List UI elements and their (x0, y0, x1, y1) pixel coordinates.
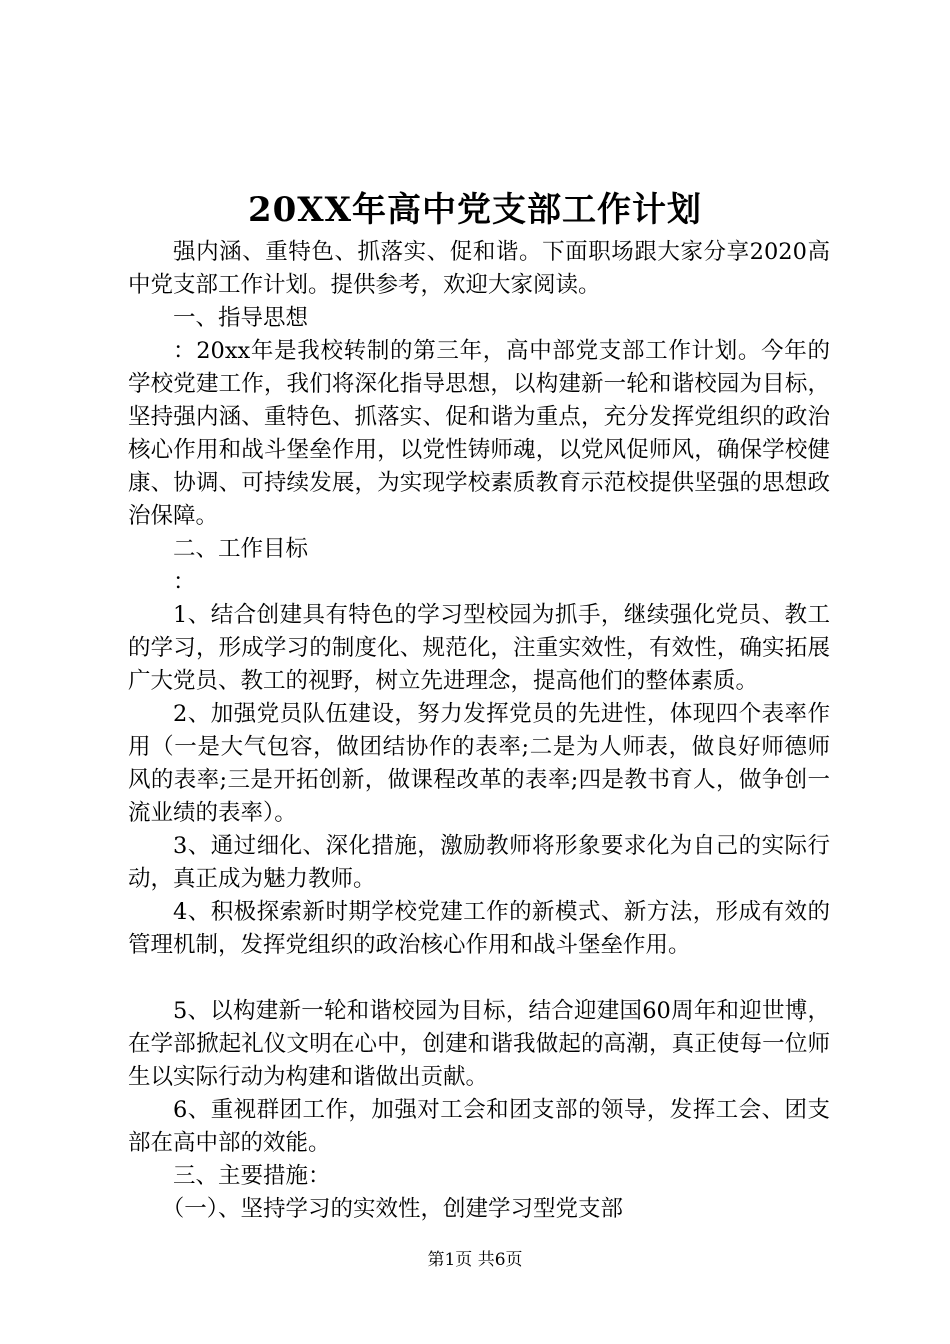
document-body (128, 236, 830, 1226)
goal-item-5: 5、以构建新一轮和谐校园为目标，结合迎建国60周年和迎世博，在学部掀起礼仪文明在心中，创建和谐我做起的高潮，真正使每一位师生以实际行动为构建和谐做出贡献。 (128, 998, 830, 1090)
goal-item-2: 2、加强党员队伍建设，努力发挥党员的先进性，体现四个表率作用（一是大气包容，做团结协作的表率;二是为人师表，做良好师德师风的表率;三是开拓创新，做课程改革的表率;四是教书育人，做争创一流业绩的表率）。 (128, 701, 830, 826)
section-heading-work-goals: 二、工作目标 (173, 536, 309, 562)
guiding-thought-paragraph: ：20xx年是我校转制的第三年，高中部党支部工作计划。今年的学校党建工作，我们将深化指导思想，以构建新一轮和谐校园为目标，坚持强内涵、重特色、抓落实、促和谐为重点，充分发挥党组织的政治核心作用和战斗堡垒作用，以党性铸师魂，以党风促师风，确保学校健康、协调、可持续发展，为实现学校素质教育示范校提供坚强的思想政治保障。 (128, 338, 830, 529)
document-title: 20XX年高中党支部工作计划 (247, 190, 703, 230)
intro-paragraph: 强内涵、重特色、抓落实、促和谐。下面职场跟大家分享2020高中党支部工作计划。提供参考，欢迎大家阅读。 (128, 239, 830, 298)
page-footer: 第1页 共6页 (427, 1250, 523, 1270)
goal-item-6: 6、重视群团工作，加强对工会和团支部的领导，发挥工会、团支部在高中部的效能。 (128, 1097, 830, 1156)
goal-item-4: 4、积极探索新时期学校党建工作的新模式、新方法，形成有效的管理机制，发挥党组织的政治核心作用和战斗堡垒作用。 (128, 899, 830, 958)
measure-subheading-1: （一）、坚持学习的实效性，创建学习型党支部 (161, 1196, 624, 1222)
goal-item-1: 1、结合创建具有特色的学习型校园为抓手，继续强化党员、教工的学习，形成学习的制度化、规范化，注重实效性，有效性，确实拓展广大党员、教工的视野，树立先进理念，提高他们的整体素质。 (128, 602, 830, 694)
goal-item-3: 3、通过细化、深化措施，激励教师将形象要求化为自己的实际行动，真正成为魅力教师。 (128, 833, 830, 892)
section-heading-guiding-thought: 一、指导思想 (173, 305, 309, 331)
section-heading-main-measures: 三、主要措施： (173, 1163, 331, 1189)
paragraph-spacer (128, 962, 830, 995)
work-goals-colon: ： (173, 569, 196, 595)
